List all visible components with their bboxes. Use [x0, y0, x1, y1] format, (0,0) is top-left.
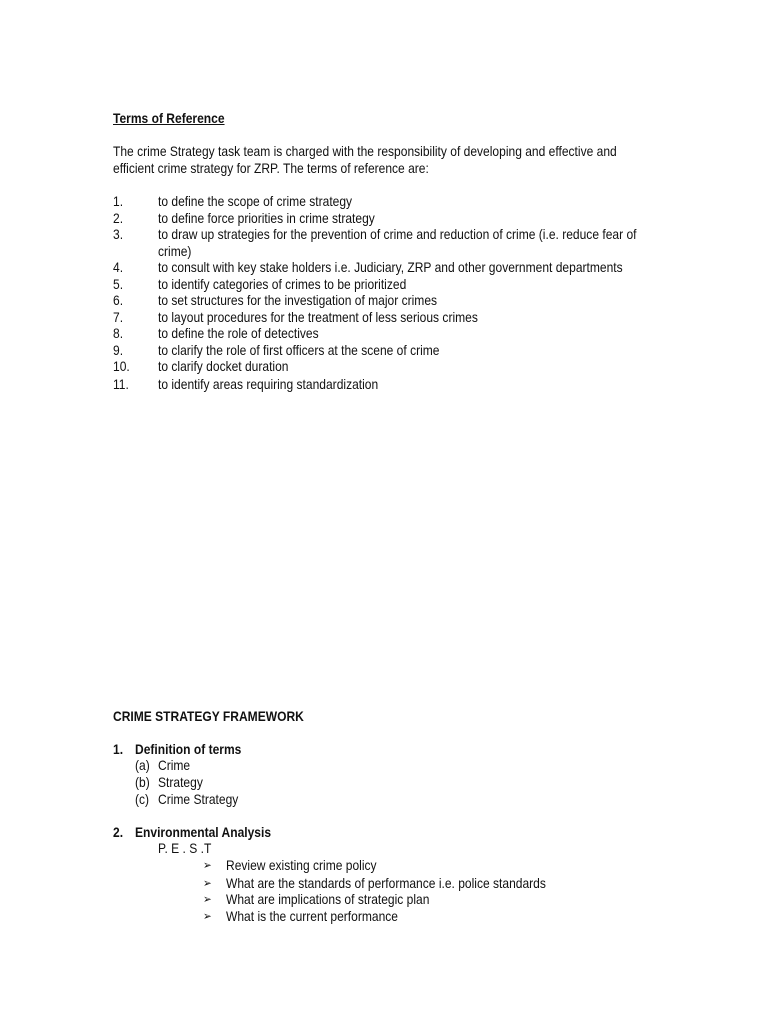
- definition-item-text: Strategy: [158, 774, 203, 790]
- terms-item-number: 9.: [113, 342, 124, 358]
- section-2-number: 2.: [113, 824, 124, 840]
- terms-item-number: 5.: [113, 276, 124, 292]
- arrow-bullet-icon: ➢: [203, 892, 212, 906]
- terms-item-number: 10.: [113, 358, 130, 374]
- terms-item-number: 8.: [113, 325, 124, 341]
- analysis-bullet-text: What is the current performance: [226, 908, 398, 924]
- pest-label: P. E . S .T: [158, 840, 212, 856]
- section-2-title: Environmental Analysis: [135, 824, 272, 840]
- arrow-bullet-icon: ➢: [203, 858, 212, 872]
- section-1-title: Definition of terms: [135, 741, 242, 757]
- definition-item-label: (c): [135, 791, 150, 807]
- framework-heading: CRIME STRATEGY FRAMEWORK: [113, 708, 304, 724]
- terms-item-text: to consult with key stake holders i.e. Judiciary, ZRP and other government departments: [158, 259, 623, 275]
- terms-item-text-continued: crime): [158, 243, 192, 259]
- analysis-bullet-text: What are the standards of performance i.e. police standards: [226, 875, 546, 891]
- terms-item-text: to define the role of detectives: [158, 325, 319, 341]
- terms-item-text: to clarify docket duration: [158, 358, 289, 374]
- terms-intro-line-2: efficient crime strategy for ZRP. The terms of reference are:: [113, 160, 429, 176]
- terms-item-text: to layout procedures for the treatment of less serious crimes: [158, 309, 478, 325]
- arrow-bullet-icon: ➢: [203, 909, 212, 923]
- terms-intro-line-1: The crime Strategy task team is charged with the responsibility of developing and effective and: [113, 143, 617, 159]
- analysis-bullet-text: What are implications of strategic plan: [226, 891, 430, 907]
- terms-item-text: to set structures for the investigation of major crimes: [158, 292, 438, 308]
- terms-item-number: 3.: [113, 226, 124, 242]
- definition-item-label: (a): [135, 757, 150, 773]
- section-1-number: 1.: [113, 741, 124, 757]
- terms-item-number: 1.: [113, 193, 124, 209]
- terms-item-text: to clarify the role of first officers at the scene of crime: [158, 342, 440, 358]
- definition-item-text: Crime: [158, 757, 191, 773]
- terms-heading: Terms of Reference: [113, 110, 225, 126]
- terms-item-number: 2.: [113, 210, 124, 226]
- terms-item-number: 4.: [113, 259, 124, 275]
- terms-item-number: 6.: [113, 292, 124, 308]
- terms-item-number: 11.: [113, 376, 129, 392]
- analysis-bullet-text: Review existing crime policy: [226, 857, 377, 873]
- terms-item-text: to define the scope of crime strategy: [158, 193, 353, 209]
- arrow-bullet-icon: ➢: [203, 876, 212, 890]
- terms-item-text: to define force priorities in crime strategy: [158, 210, 375, 226]
- definition-item-label: (b): [135, 774, 150, 790]
- terms-item-number: 7.: [113, 309, 124, 325]
- terms-item-text: to draw up strategies for the prevention of crime and reduction of crime (i.e. reduce fear of: [158, 226, 637, 242]
- definition-item-text: Crime Strategy: [158, 791, 239, 807]
- terms-item-text: to identify categories of crimes to be prioritized: [158, 276, 407, 292]
- terms-item-text: to identify areas requiring standardization: [158, 376, 379, 392]
